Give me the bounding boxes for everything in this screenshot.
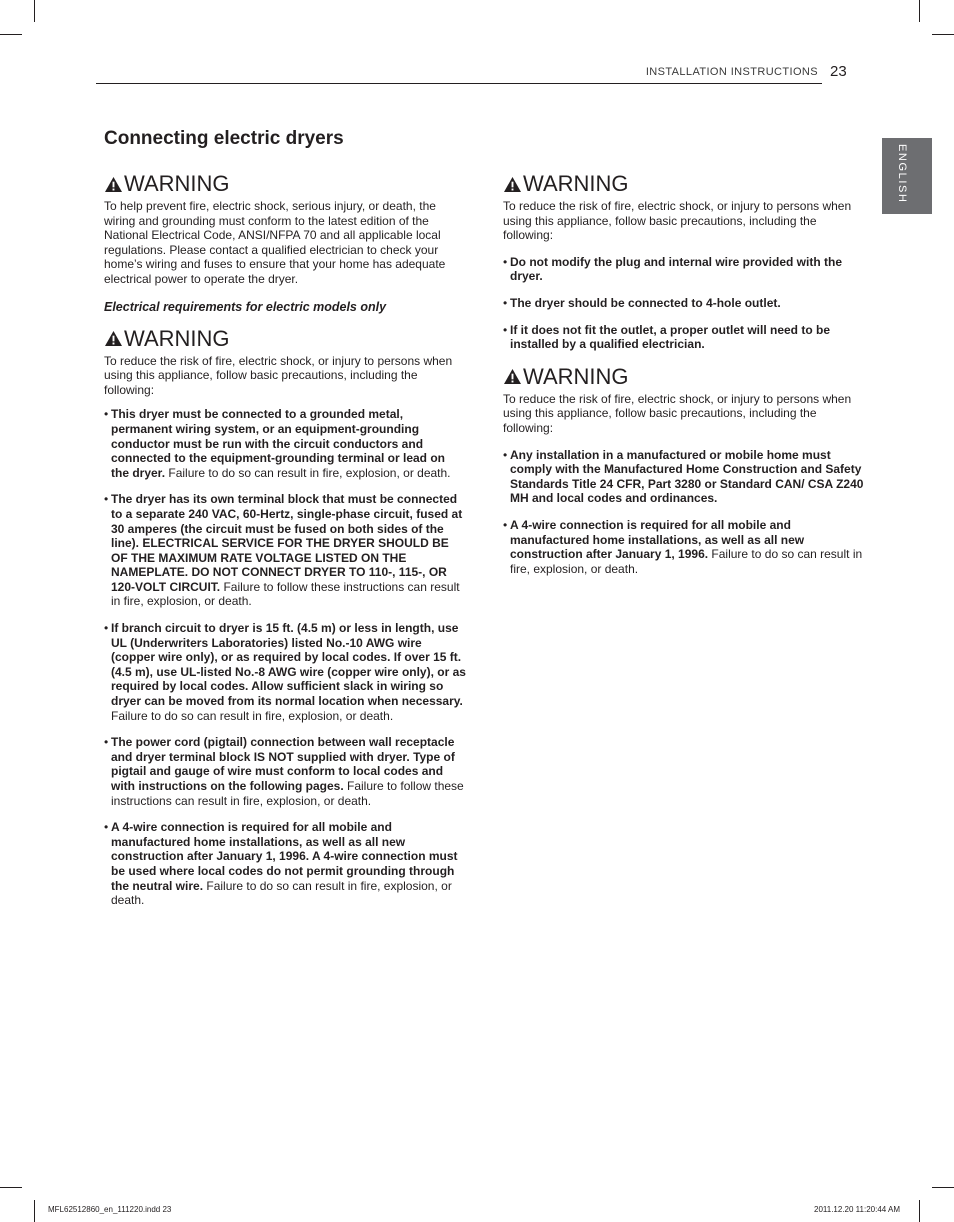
warning-triangle-icon	[104, 176, 123, 193]
crop-mark	[0, 34, 22, 35]
list-item: • This dryer must be connected to a grounded metal, permanent wiring system, or an equipment-grounding conductor must be run with the circuit conductors and connected to the equipment-grounding terminal or lead on the dryer. Failure to do so can result in fire, explosion, or death.	[104, 407, 466, 480]
warning-label: WARNING	[124, 325, 230, 351]
crop-mark	[34, 0, 35, 22]
page-number: 23	[830, 63, 847, 80]
warning-label: WARNING	[523, 171, 629, 196]
list-item: • The power cord (pigtail) connection between wall receptacle and dryer terminal block IS NOT supplied with dryer. Type of pigtail and gauge of wire must conform to local codes and with instructions on the following pages. Failure to follow these instructions can result in fire, explosion, or death.	[104, 735, 466, 808]
bullet-list	[503, 255, 865, 352]
crop-mark	[919, 1200, 920, 1222]
warning-heading	[104, 326, 466, 352]
bullet-list	[503, 448, 865, 577]
warning-triangle-icon	[104, 330, 123, 347]
list-item: • A 4-wire connection is required for all mobile and manufactured home installations, as well as all new construction after January 1, 1996. Failure to do so can result in fire, explosion, or death.	[503, 518, 865, 576]
right-column	[503, 171, 865, 588]
warning-text: To reduce the risk of fire, electric shock, or injury to persons when using this appliance, follow basic precautions, including the following:	[503, 391, 852, 435]
warning-triangle-icon	[503, 368, 522, 385]
list-item: • If branch circuit to dryer is 15 ft. (4.5 m) or less in length, use UL (Underwriters Laboratories) listed No.-10 AWG wire (copper wire only), or as required by local codes. If over 15 ft. (4.5 m), use UL-listed No.-8 AWG wire (copper wire only), or as required by local codes. Allow sufficient slack in wiring so dryer can be moved from its normal location when necessary. Failure to do so can result in fire, explosion, or death.	[104, 621, 466, 723]
warning-heading	[503, 364, 865, 390]
warning-text: To help prevent fire, electric shock, serious injury, or death, the wiring and grounding must conform to the latest edition of the National Electrical Code, ANSI/NFPA 70 and all applicable local regulations. Please contact a qualified electrician to check your home’s wiring and fuses to ensure that your home has adequate electrical power to operate the dryer.	[104, 199, 446, 286]
warning-triangle-icon	[503, 176, 522, 193]
crop-mark	[919, 0, 920, 22]
crop-mark	[932, 34, 954, 35]
list-item: • The dryer should be connected to 4-hole outlet.	[503, 296, 865, 311]
subheading: Electrical requirements for electric models only	[104, 299, 387, 314]
warning-heading	[104, 171, 466, 197]
footer-file-info: MFL62512860_en_111220.indd 23	[48, 1205, 172, 1214]
page-header	[96, 64, 822, 84]
bullet-list	[104, 407, 466, 907]
warning-label: WARNING	[124, 171, 230, 196]
crop-mark	[0, 1187, 22, 1188]
list-item: • The dryer has its own terminal block that must be connected to a separate 240 VAC, 60-Hertz, single-phase circuit, fused at 30 amperes (the circuit must be fused on both sides of the line). ELECTRICAL SERVICE FOR THE DRYER SHOULD BE OF THE MAXIMUM RATE VOLTAGE LISTED ON THE NAMEPLATE. DO NOT CONNECT DRYER TO 110-, 115-, OR 120-VOLT CIRCUIT. Failure to follow these instructions can result in fire, explosion, or death.	[104, 492, 466, 609]
crop-mark	[932, 1187, 954, 1188]
left-column	[104, 171, 466, 920]
warning-label: WARNING	[523, 363, 629, 389]
list-item: • A 4-wire connection is required for all mobile and manufactured home installations, as well as all new construction after January 1, 1996. A 4-wire connection must be used where local codes do not permit grounding through the neutral wire. Failure to do so can result in fire, explosion, or death.	[104, 820, 466, 908]
warning-text: To reduce the risk of fire, electric shock, or injury to persons when using this appliance, follow basic precautions, including the following:	[503, 199, 852, 243]
list-item: • If it does not fit the outlet, a proper outlet will need to be installed by a qualified electrician.	[503, 323, 865, 352]
language-tab-label: ENGLISH	[896, 144, 908, 204]
list-item: • Do not modify the plug and internal wire provided with the dryer.	[503, 255, 865, 284]
warning-text: To reduce the risk of fire, electric shock, or injury to persons when using this appliance, follow basic precautions, including the following:	[104, 353, 453, 397]
warning-heading	[503, 171, 865, 197]
language-tab	[882, 138, 932, 214]
header-title: INSTALLATION INSTRUCTIONS	[645, 66, 818, 78]
footer-timestamp: 2011.12.20 11:20:44 AM	[814, 1205, 900, 1214]
crop-mark	[34, 1200, 35, 1222]
list-item: • Any installation in a manufactured or mobile home must comply with the Manufactured Home Construction and Safety Standards Title 24 CFR, Part 3280 or Standard CAN/ CSA Z240 MH and local codes and ordinances.	[503, 448, 865, 506]
section-title: Connecting electric dryers	[104, 128, 344, 149]
